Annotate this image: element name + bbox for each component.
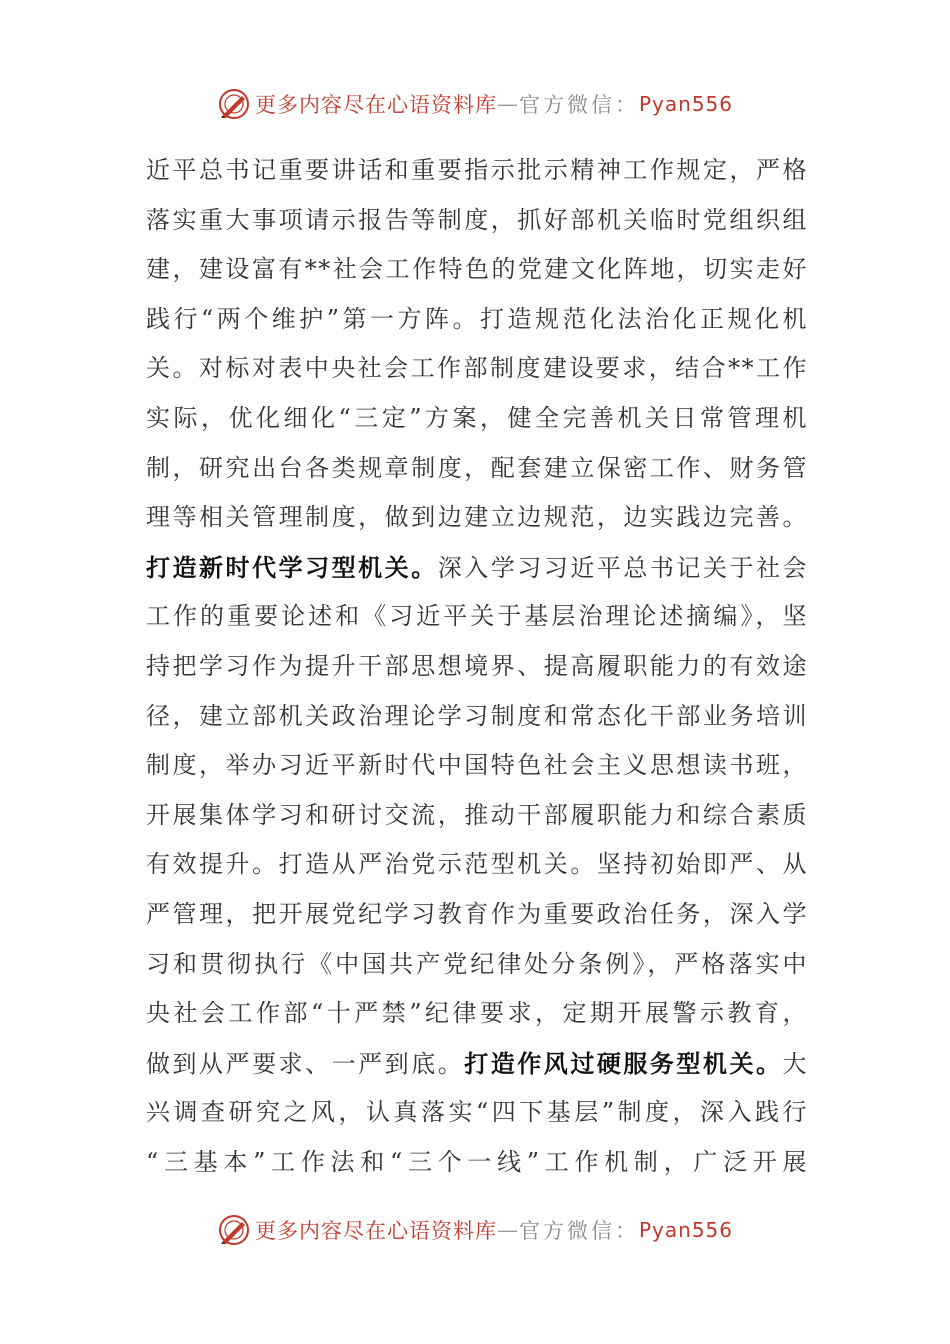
text-line: 理等相关管理制度，做到边建立边规范，边实践边完善。 (146, 503, 808, 532)
banner-dash: — (496, 92, 519, 116)
section-heading: 打造新时代学习型机关。 (146, 552, 438, 582)
text-line: 落实重大事项请示报告等制度，抓好部机关临时党组织组 (146, 205, 808, 234)
text-line: 建，建设富有**社会工作特色的党建文化阵地，切实走好 (146, 255, 808, 284)
text-line: 实际，优化细化“三定”方案，健全完善机关日常管理机 (146, 403, 808, 432)
banner-dash: — (496, 1218, 519, 1242)
text-span: 深入学习习近平总书记关于社会 (437, 553, 808, 582)
text-line: 有效提升。打造从严治党示范型机关。坚持初始即严、从 (146, 850, 808, 879)
text-span: 大 (782, 1049, 808, 1078)
text-line: 近平总书记重要讲话和重要指示批示精神工作规定，严格 (146, 156, 808, 184)
text-line: 习和贯彻执行《中国共产党纪律处分条例》，严格落实中 (146, 949, 808, 978)
pen-logo-icon (217, 1213, 251, 1247)
section-heading: 打造作风过硬服务型机关。 (464, 1048, 783, 1078)
pen-logo-icon (217, 87, 251, 121)
text-line: 央社会工作部“十严禁”纪律要求，定期开展警示教育， (146, 999, 808, 1028)
text-line: 开展集体学习和研讨交流，推动干部履职能力和综合素质 (146, 800, 808, 829)
text-line: 关。对标对表中央社会工作部制度建设要求，结合**工作 (146, 354, 808, 383)
text-line: 兴调查研究之风，认真落实“四下基层”制度，深入践行 (146, 1098, 808, 1127)
banner-site-text: 更多内容尽在心语资料库 (254, 93, 497, 117)
text-line: 持把学习作为提升干部思想境界、提高履职能力的有效途 (146, 651, 808, 680)
text-line: 制，研究出台各类规章制度，配套建立保密工作、财务管 (146, 453, 808, 482)
text-line: 践行“两个维护”第一方阵。打造规范化法治化正规化机 (146, 304, 808, 333)
document-body (146, 146, 808, 1187)
text-line: 严管理，把开展党纪学习教育作为重要政治任务，深入学 (146, 899, 808, 928)
text-span: 做到从严要求、一严到底。 (146, 1049, 465, 1078)
text-line (146, 543, 808, 593)
banner-site-text: 更多内容尽在心语资料库 (254, 1219, 497, 1243)
text-line (146, 1039, 808, 1089)
banner-label: 官方微信： (518, 93, 639, 117)
footer-banner (0, 1210, 950, 1250)
banner-wechat-id: Pyan556 (638, 1218, 733, 1242)
banner-wechat-id: Pyan556 (638, 92, 733, 116)
text-line: 工作的重要论述和《习近平关于基层治理论述摘编》，坚 (146, 602, 808, 631)
text-line: “三基本”工作法和“三个一线”工作机制，广泛开展 (146, 1147, 808, 1176)
header-banner (0, 84, 950, 124)
text-line: 制度，举办习近平新时代中国特色社会主义思想读书班， (146, 751, 808, 780)
text-line: 径，建立部机关政治理论学习制度和常态化干部业务培训 (146, 701, 808, 730)
banner-label: 官方微信： (518, 1219, 639, 1243)
